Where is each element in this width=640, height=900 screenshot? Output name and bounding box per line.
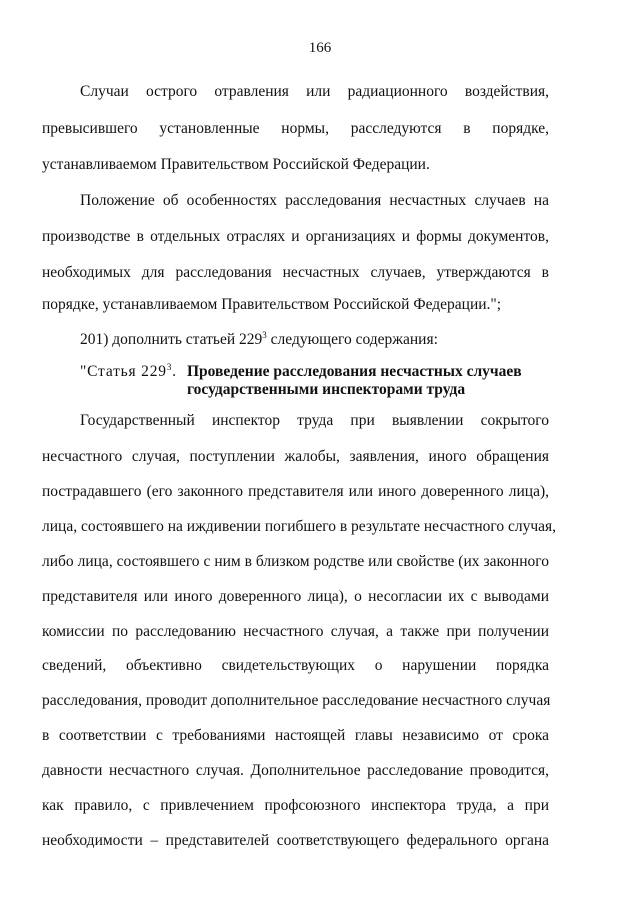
para2-line-1: Положение об особенностях расследования несчастных случаев на (80, 192, 549, 209)
item-201 (80, 330, 438, 350)
article-title-line-2: государственными инспекторами труда (187, 381, 466, 398)
para3-line-3: пострадавшего (его законного представителя или иного доверенного лица), (42, 483, 549, 500)
para3-line-8: сведений, объективно свидетельствующих о нарушении порядка (42, 657, 549, 674)
para3-line-10: в соответствии с требованиями настоящей главы независимо от срока (42, 727, 549, 744)
item-201-sup: 3 (262, 330, 267, 340)
para3-line-7: комиссии по расследованию несчастного случая, а также при получении (42, 623, 549, 640)
para3-line-4: лица, состоявшего на иждивении погибшего в результате несчастного случая, (42, 518, 557, 535)
item-201-suffix: следующего содержания: (266, 331, 438, 348)
item-201-prefix: 201) дополнить статьей 229 (80, 331, 263, 348)
para1-line-1: Случаи острого отравления или радиационного воздействия, (80, 83, 549, 100)
article-label-end: . (172, 363, 177, 380)
para3-line-12: как правило, с привлечением профсоюзного инспектора труда, а при (42, 797, 549, 814)
para3-line-2: несчастного случая, поступлении жалобы, заявления, иного обращения (42, 448, 549, 465)
article-label-text: "Статья 229 (80, 363, 167, 380)
article-label (80, 362, 177, 382)
para2-line-2: производстве в отдельных отраслях и организациях и формы документов, (42, 228, 549, 245)
para2-line-4: порядке, устанавливаемом Правительством Российской Федерации."; (42, 296, 502, 313)
para3-line-11: давности несчастного случая. Дополнительное расследование проводится, (42, 762, 549, 779)
article-title-line-1: Проведение расследования несчастных случаев (187, 363, 522, 380)
para3-line-5: либо лица, состоявшего с ним в близком родстве или свойстве (их законного (42, 553, 549, 570)
article-label-sup: 3 (166, 362, 173, 372)
para2-line-3: необходимых для расследования несчастных случаев, утверждаются в (42, 264, 549, 281)
para1-line-3: устанавливаемом Правительством Российской Федерации. (42, 156, 430, 173)
para3-line-1: Государственный инспектор труда при выявлении сокрытого (80, 412, 549, 429)
para3-line-9: расследования, проводит дополнительное расследование несчастного случая (42, 692, 551, 709)
para1-line-2: превысившего установленные нормы, расследуются в порядке, (42, 120, 549, 137)
para3-line-6: представителя или иного доверенного лица), о несогласии их с выводами (42, 588, 549, 605)
page-number: 166 (308, 40, 332, 56)
para3-line-13: необходимости – представителей соответствующего федерального органа (42, 832, 549, 849)
